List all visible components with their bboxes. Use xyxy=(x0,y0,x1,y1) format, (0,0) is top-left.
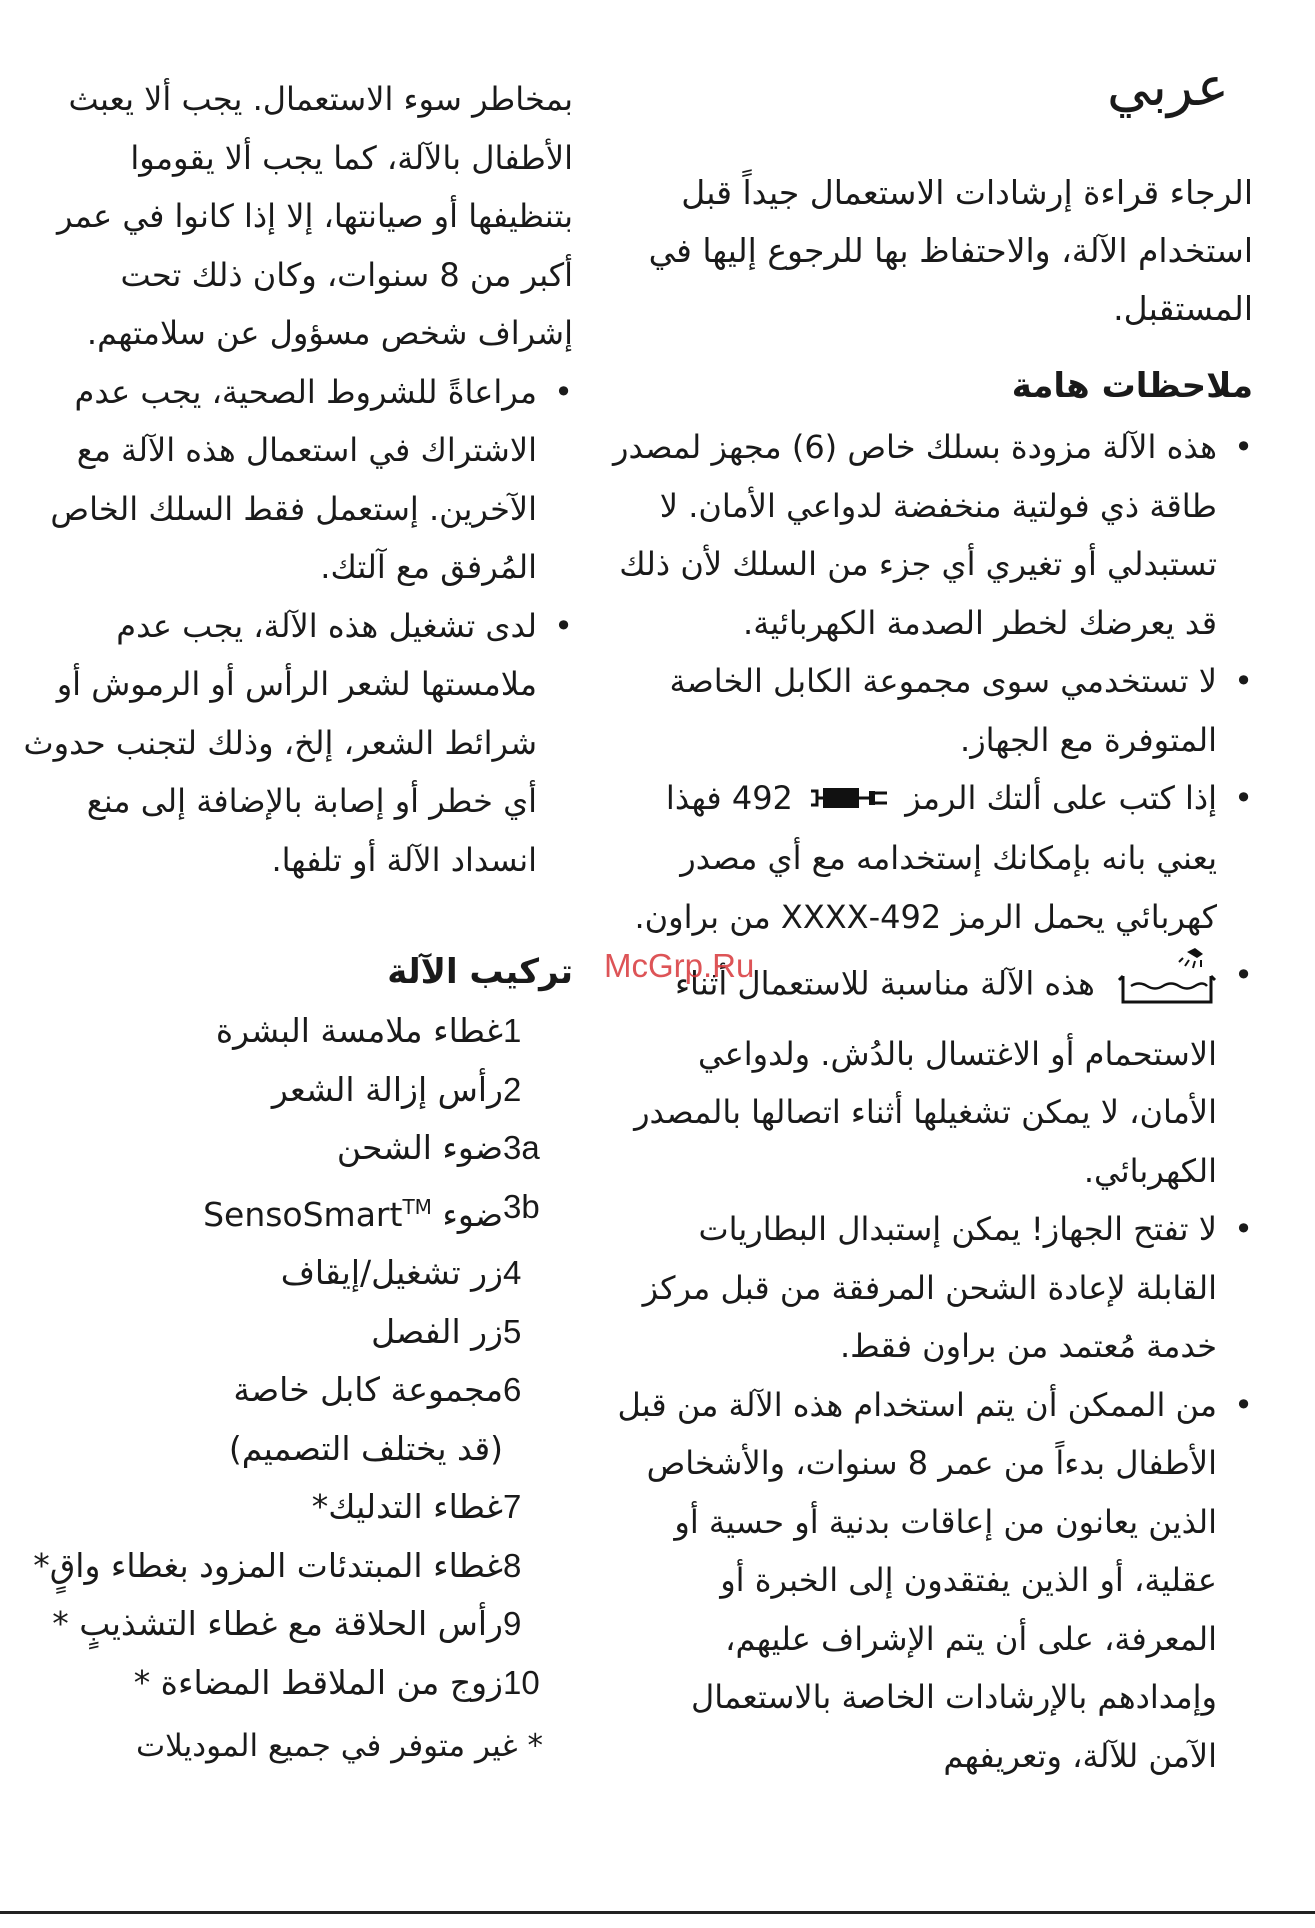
part-number: 6 xyxy=(503,1371,522,1408)
part-number: 9 xyxy=(503,1605,522,1642)
part-number: 5 xyxy=(503,1312,522,1350)
part-label: مجموعة كابل خاصة xyxy=(233,1370,503,1409)
symbol-note-after: فهذا يعني بانه بإمكانك إستخدامه مع أي مصدر كهربائي يحمل الرمز 492-XXXX من براون. xyxy=(634,779,1217,936)
note-item: • من الممكن أن يتم استخدام هذه الآلة من قبل الأطفال بدءاً من عمر 8 سنوات، والأشخاص الذين يعانون من إعاقات بدنية أو حسية أو عقلية، أو الذين يفتقدون إلى الخبرة أو المعرفة، على أن يتم الإشراف عليهم، وإمدادهم بالإرشادات الخاصة بالاستعمال الآمن للآلة، وتعريفهم xyxy=(613,1376,1253,1786)
note-item: • مراعاةً للشروط الصحية، يجب عدم الاشتراك في استعمال هذه الآلة مع الآخرين. إستعمل فقط السلك الخاص المُرفق مع آلتك. xyxy=(18,363,573,597)
note-item-symbol xyxy=(613,769,1253,946)
important-notes-heading: ملاحظات هامة xyxy=(1011,366,1253,406)
part-label: زر تشغيل/إيقاف xyxy=(280,1253,503,1292)
part-label: غطاء ملامسة البشرة xyxy=(215,1011,503,1050)
part-number: 1 xyxy=(503,1012,522,1049)
part-label: زر الفصل xyxy=(371,1311,503,1351)
bathtub-shower-icon xyxy=(1117,946,1217,1025)
part-item xyxy=(18,1303,573,1362)
important-notes-list xyxy=(613,418,1253,1785)
part-label-text: ضوء SensoSmart xyxy=(203,1194,503,1234)
part-label: رأس الحلاقة مع غطاء التشذيبٍ * xyxy=(52,1604,503,1643)
part-item xyxy=(18,1420,573,1479)
left-notes-list xyxy=(18,363,573,890)
intro-paragraph: الرجاء قراءة إرشادات الاستعمال جيداً قبل استخدام الآلة، والاحتفاظ بها للرجوع إليها في المستقبل. xyxy=(648,173,1253,328)
part-item xyxy=(18,1537,573,1596)
part-item xyxy=(18,1061,573,1120)
note-item: • هذه الآلة مزودة بسلك خاص (6) مجهز لمصدر طاقة ذي فولتية منخفضة لدواعي الأمان. لا تستبدلي أو تغيري أي جزء من السلك لأن ذلك قد يعرضك لخطر الصدمة الكهربائية. xyxy=(613,418,1253,652)
part-label: غطاء التدليك* xyxy=(311,1487,503,1526)
description-heading: تركيب الآلة xyxy=(387,952,573,992)
part-number: 4 xyxy=(503,1254,522,1291)
part-item xyxy=(18,1361,573,1420)
parts-list xyxy=(18,1002,573,1712)
availability-footnote: * غير متوفر في جميع الموديلات xyxy=(135,1728,543,1764)
left-top-text xyxy=(18,70,573,889)
part-label: رأس إزالة الشعر xyxy=(271,1069,503,1109)
part-item xyxy=(18,1244,573,1303)
bath-note-text: هذه الآلة مناسبة للاستعمال أثناء الاستحمام أو الاغتسال بالدُش. ولدواعي الأمان، لا يمكن تشغيلها أثناء اتصالها بالمصدر الكهربائي. xyxy=(634,964,1217,1190)
part-item xyxy=(18,1478,573,1537)
symbol-code: 492 xyxy=(731,779,793,817)
trademark-superscript: TM xyxy=(402,1194,432,1219)
part-label: زوج من الملاقط المضاءة * xyxy=(133,1662,503,1702)
part-item xyxy=(18,1654,573,1713)
part-number: 10 xyxy=(503,1663,540,1701)
part-item xyxy=(18,1595,573,1654)
part-number xyxy=(503,1420,573,1479)
note-item: • لا تفتح الجهاز! يمكن إستبدال البطاريات القابلة لإعادة الشحن المرفقة من قبل مركز خدمة مُعتمد من براون فقط. xyxy=(613,1200,1253,1376)
language-title: عربي xyxy=(1106,55,1229,118)
part-label xyxy=(18,1178,503,1245)
part-number: 8 xyxy=(503,1546,522,1584)
part-label: (قد يختلف التصميم) xyxy=(228,1428,503,1468)
part-number: 7 xyxy=(503,1488,522,1525)
bottom-divider xyxy=(0,1911,1315,1914)
part-number: 3b xyxy=(503,1187,540,1225)
part-number: 3a xyxy=(503,1129,540,1166)
note-item: • لا تستخدمي سوى مجموعة الكابل الخاصة المتوفرة مع الجهاز. xyxy=(613,652,1253,769)
part-label: ضوء الشحن xyxy=(336,1128,503,1167)
part-label: غطاء المبتدئات المزود بغطاء واقٍ* xyxy=(33,1545,503,1585)
continuation-paragraph: بمخاطر سوء الاستعمال. يجب ألا يعبث الأطفال بالآلة، كما يجب ألا يقوموا بتنظيفها أو صيانتها، إلا إذا كانوا في عمر أكبر من 8 سنوات، وكان ذلك تحت إشراف شخص مسؤول عن سلامتهم. xyxy=(56,80,573,352)
symbol-note-before: إذا كتب على ألتك الرمز xyxy=(905,779,1217,817)
part-item xyxy=(18,1002,573,1061)
site-watermark: McGrp.Ru xyxy=(604,947,755,984)
part-number: 2 xyxy=(503,1070,522,1108)
note-item: • لدى تشغيل هذه الآلة، يجب عدم ملامستها لشعر الرأس أو الرموش أو شرائط الشعر، إلخ، وذلك لتجنب حدوث أي خطر أو إصابة بالإضافة إلى منع انسداد الآلة أو تلفها. xyxy=(18,597,573,890)
plug-connector-icon xyxy=(809,771,889,830)
part-item xyxy=(18,1178,573,1245)
part-item xyxy=(18,1119,573,1178)
